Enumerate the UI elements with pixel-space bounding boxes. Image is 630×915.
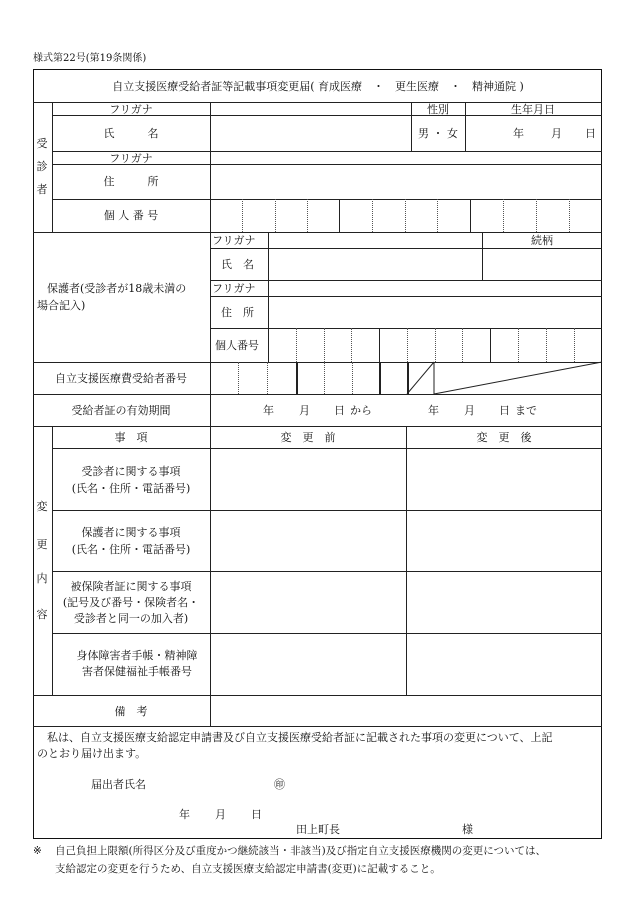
changes-header-after: 変 更 後: [476, 431, 532, 444]
patient-furigana2-label: フリガナ: [109, 152, 153, 165]
change-row-2-line1: 保護者に関する事項: [81, 526, 181, 539]
change-row-1-line2: (氏名・住所・電話番号): [71, 482, 191, 495]
guardian-name-field[interactable]: [269, 249, 481, 279]
patient-personal-number-field[interactable]: [211, 200, 601, 231]
gender-header: 性別: [427, 103, 449, 116]
validity-to-year: 年: [428, 404, 439, 417]
submitter-label: 届出者氏名: [91, 778, 146, 791]
patient-section-label-2: 診: [36, 160, 48, 173]
remarks-field[interactable]: [211, 696, 601, 725]
form-number: 様式第22号(第19条関係): [33, 53, 147, 64]
gender-options[interactable]: 男 ・ 女: [418, 127, 458, 140]
recipient-number-field[interactable]: [211, 363, 406, 393]
guardian-address-label: 住 所: [221, 306, 254, 319]
change-row-4-line1: 身体障害者手帳・精神障: [76, 649, 198, 662]
patient-name-field[interactable]: [211, 116, 410, 150]
validity-to-suffix: まで: [515, 404, 537, 417]
validity-from-day: 日: [334, 404, 345, 417]
footnote-line2: 支給認定の変更を行うため、自立支援医療支給認定申請書(変更)に記載すること。: [55, 863, 441, 875]
validity-label: 受給者証の有効期間: [71, 404, 171, 417]
validity-from-year: 年: [263, 404, 274, 417]
guardian-personal-number-field[interactable]: [269, 329, 601, 361]
change-row-4-before-field[interactable]: [211, 634, 405, 694]
validity-from-month: 月: [299, 404, 310, 417]
guardian-address-field[interactable]: [269, 297, 601, 327]
patient-furigana-label: フリガナ: [109, 103, 153, 116]
guardian-furigana-label: フリガナ: [212, 234, 256, 247]
validity-to-day: 日: [499, 404, 510, 417]
birthdate-header: 生年月日: [511, 103, 555, 116]
patient-name-label: 氏 名: [103, 127, 159, 140]
change-row-3-line1: 被保険者証に関する事項: [70, 580, 192, 593]
change-row-3-before-field[interactable]: [211, 572, 405, 632]
date-year-label: 年: [179, 808, 190, 821]
changes-section-label-4: 容: [36, 608, 48, 621]
change-row-2-after-field[interactable]: [407, 511, 601, 570]
change-row-2-before-field[interactable]: [211, 511, 405, 570]
patient-section-label-3: 者: [36, 183, 48, 196]
patient-personal-number-label: 個 人 番 号: [103, 209, 159, 222]
changes-header-before: 変 更 前: [280, 431, 336, 444]
changes-header-item: 事 項: [114, 431, 148, 444]
declaration-line1: 私は、自立支援医療支給認定申請書及び自立支援医療受給者証に記載された事項の変更について、上記: [47, 731, 553, 744]
guardian-relation-label: 続柄: [531, 234, 553, 247]
mayor-label: 田上町長: [296, 823, 340, 836]
patient-address-field[interactable]: [211, 165, 601, 198]
birth-month-label: 月: [551, 127, 562, 140]
guardian-personal-number-label: 個人番号: [215, 339, 259, 352]
birth-year-label: 年: [513, 127, 524, 140]
changes-section-label-2: 更: [36, 538, 48, 551]
footnote-mark: ※: [33, 845, 42, 857]
guardian-label-line1: 保護者(受診者が18歳未満の: [47, 282, 187, 295]
honorific-label: 様: [462, 823, 473, 836]
change-row-4-line2: 害者保健福祉手帳番号: [82, 665, 192, 678]
guardian-label-line2: 場合記入): [37, 299, 86, 312]
validity-from-suffix: から: [350, 404, 372, 417]
change-row-1-line1: 受診者に関する事項: [81, 465, 181, 478]
change-row-1-before-field[interactable]: [211, 449, 405, 509]
seal-mark: ㊞: [274, 778, 285, 791]
change-row-2-line2: (氏名・住所・電話番号): [71, 543, 191, 556]
submitter-name-field[interactable]: [160, 772, 270, 792]
change-row-1-after-field[interactable]: [407, 449, 601, 509]
changes-section-label-3: 内: [36, 572, 48, 585]
guardian-furigana2-label: フリガナ: [212, 282, 256, 295]
validity-to-month: 月: [464, 404, 475, 417]
recipient-number-label: 自立支援医療費受給者番号: [55, 372, 187, 385]
change-row-3-line3: 受診者と同一の加入者): [73, 612, 189, 625]
patient-address-label: 住 所: [103, 175, 159, 188]
guardian-name-label: 氏 名: [221, 258, 254, 271]
change-row-4-after-field[interactable]: [407, 634, 601, 694]
date-month-label: 月: [215, 808, 226, 821]
change-row-3-after-field[interactable]: [407, 572, 601, 632]
patient-section-label-1: 受: [36, 137, 48, 150]
declaration-line2: のとおり届け出ます。: [37, 747, 147, 760]
changes-section-label-1: 変: [36, 500, 48, 513]
birth-day-label: 日: [585, 127, 596, 140]
form-title: 自立支援医療受給者証等記載事項変更届( 育成医療 ・ 更生医療 ・ 精神通院 ): [112, 80, 524, 93]
date-day-label: 日: [251, 808, 262, 821]
remarks-label: 備 考: [114, 705, 148, 718]
footnote-line1: 自己負担上限額(所得区分及び重度かつ継続該当・非該当)及び指定自立支援医療機関の変更については、: [55, 845, 546, 857]
change-row-3-line2: (記号及び番号・保険者名・: [62, 596, 200, 609]
